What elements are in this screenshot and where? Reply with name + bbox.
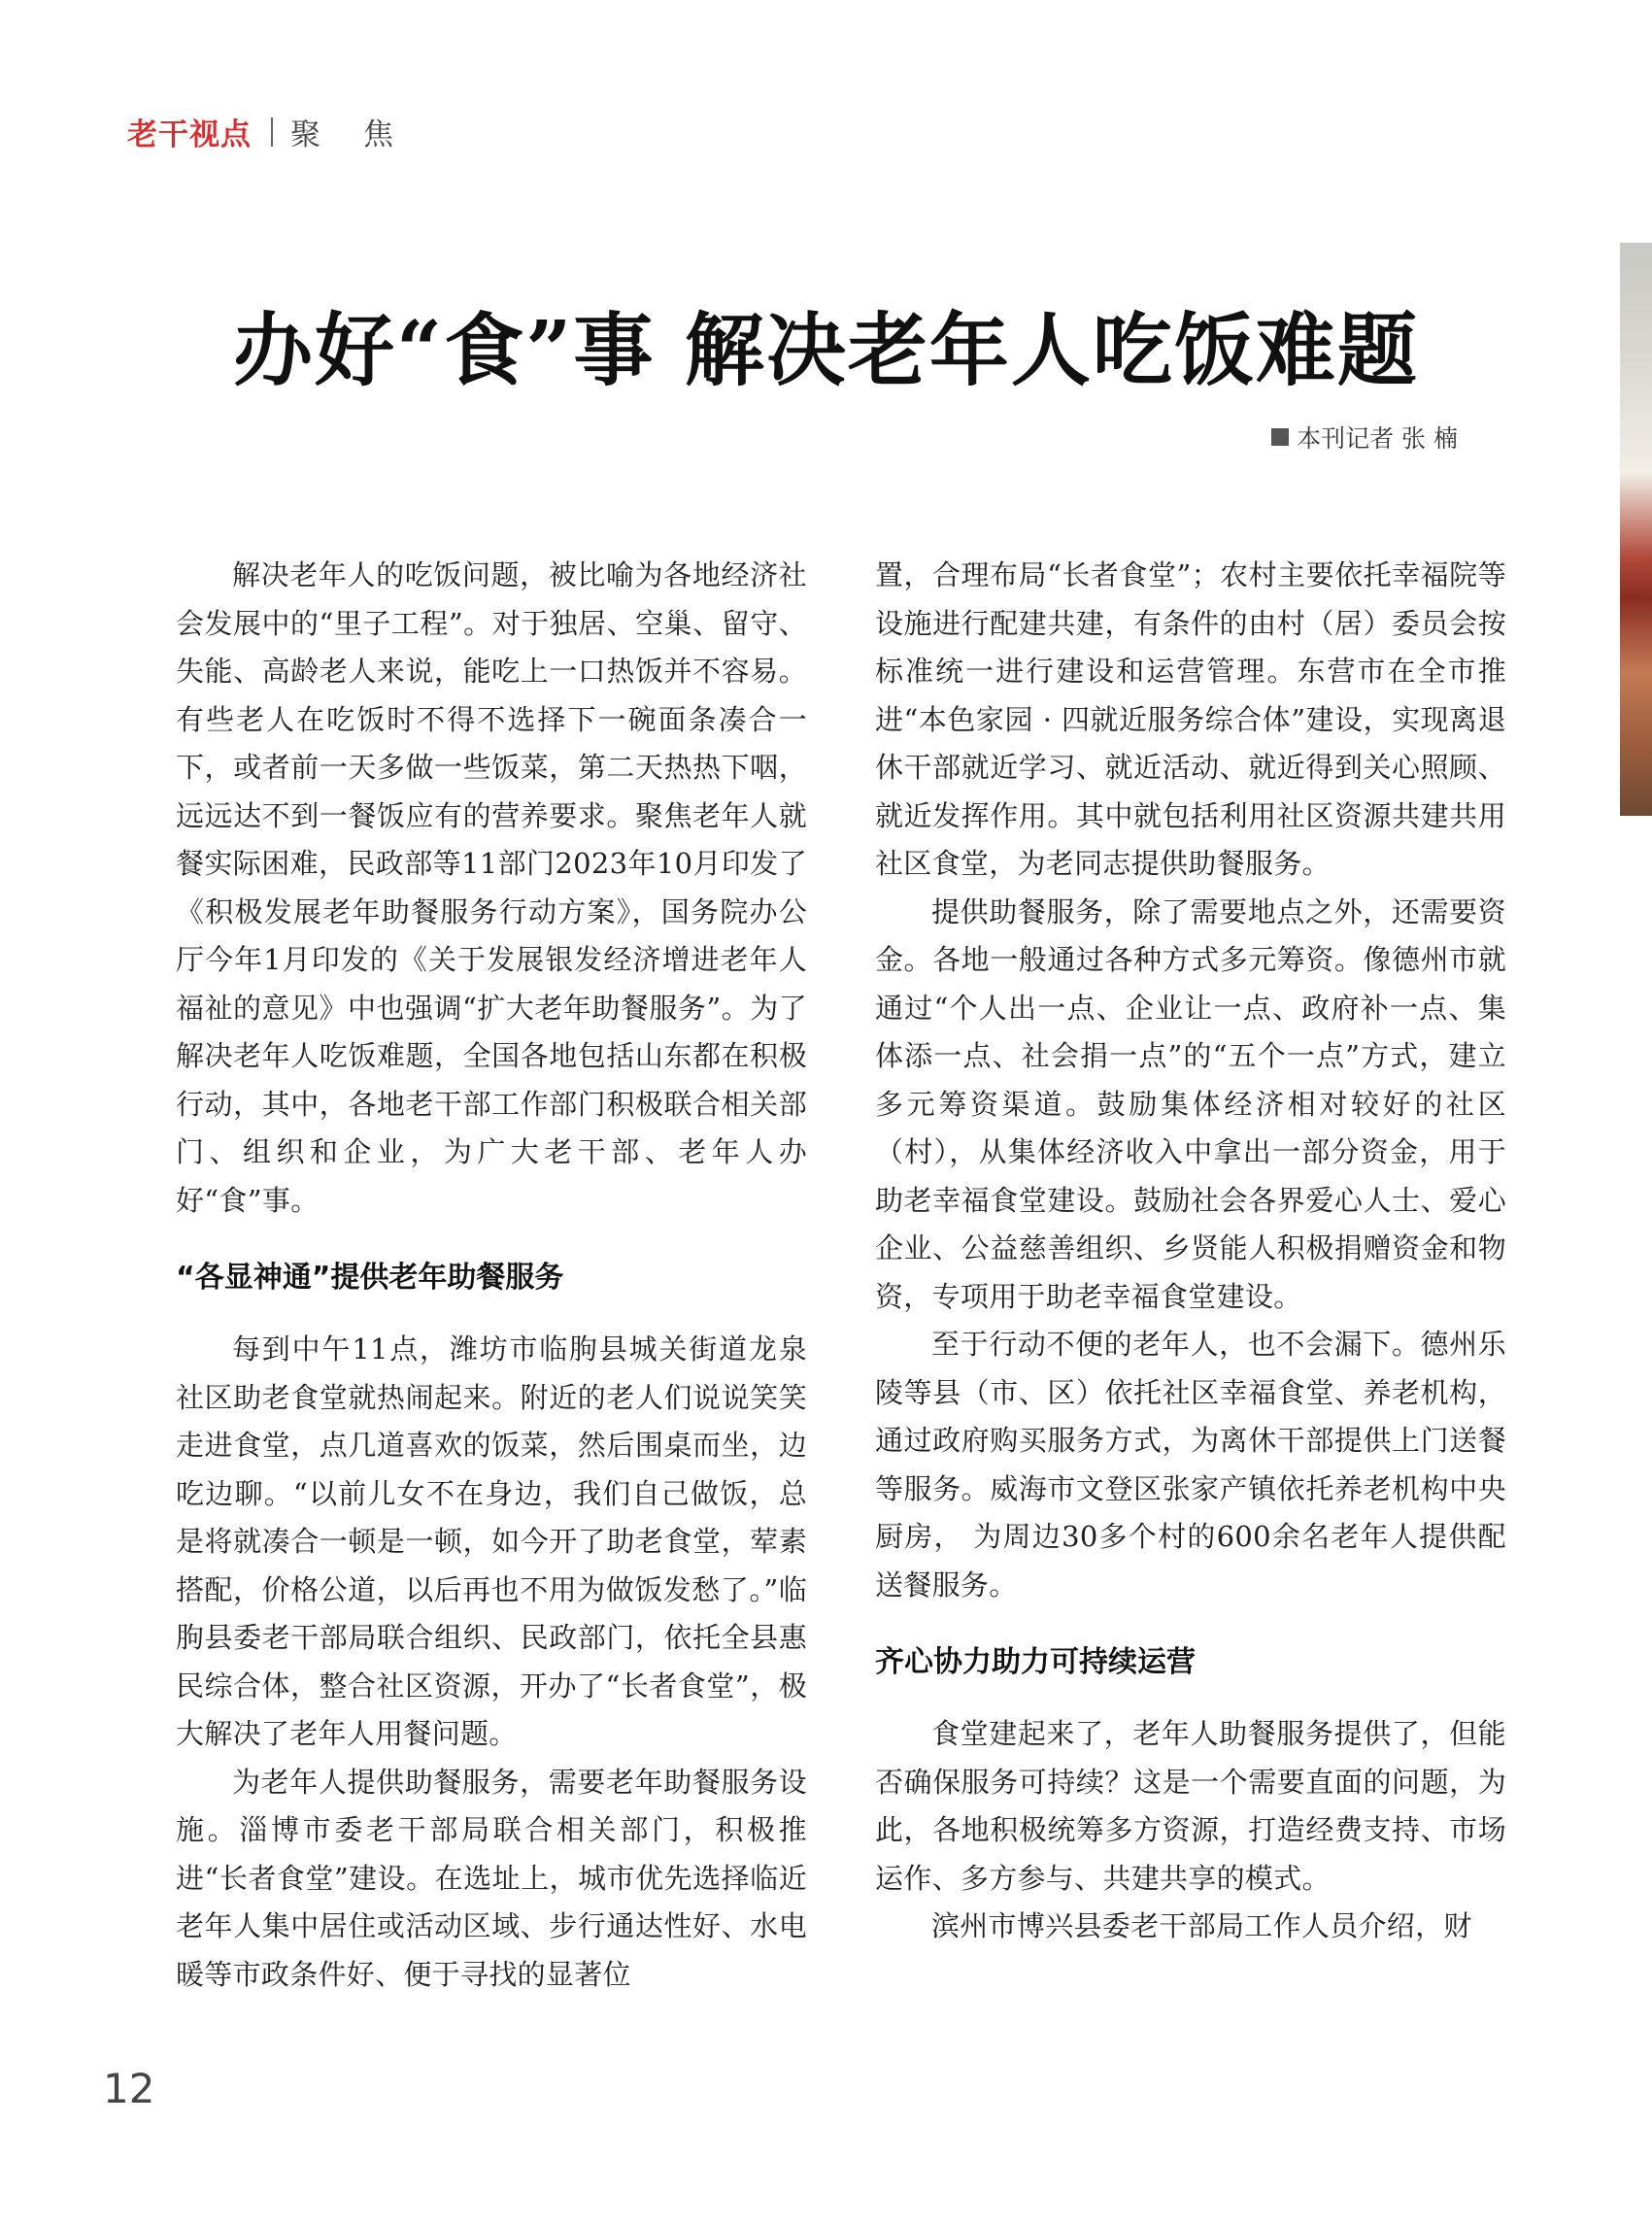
paragraph: 至于行动不便的老年人，也不会漏下。德州乐陵等县（市、区）依托社区幸福食堂、养老机构，通过政府购买服务方式，为离休干部提供上门送餐等服务。威海市文登区张家产镇依托养老机构中央厨房， 为周边30多个村的600余名老年人提供配送餐服务。 — [875, 1328, 1506, 1601]
section-heading: “各显神通”提供老年助餐服务 — [176, 1261, 564, 1295]
paragraph: 为老年人提供助餐服务，需要老年助餐服务设施。淄博市委老干部局联合相关部门，积极推进“长者食堂”建设。在选址上，城市优先选择临近老年人集中居住或活动区域、步行通达性好、水电暖等市政条件好、便于寻找的显著位 — [176, 1765, 807, 1991]
byline-text: 本刊记者 张 楠 — [1297, 424, 1458, 453]
paragraph: 解决老年人的吃饭问题，被比喻为各地经济社会发展中的“里子工程”。对于独居、空巢、留守、失能、高龄老人来说，能吃上一口热饭并不容易。有些老人在吃饭时不得不选择下一碗面条凑合一下，或者前一天多做一些饭菜，第二天热热下咽，远远达不到一餐饭应有的营养要求。聚焦老年人就餐实际困难，民政部等11部门2023年10月印发了《积极发展老年助餐服务行动方案》，国务院办公厅今年1月印发的《关于发展银发经济增进老年人福祉的意见》中也强调“扩大老年助餐服务”。为了解决老年人吃饭难题，全国各地包括山东都在积极行动，其中，各地老干部工作部门积极联合相关部门、组织和企业，为广大老干部、老年人办好“食”事。 — [176, 558, 807, 1217]
paragraph: 每到中午11点，潍坊市临朐县城关街道龙泉社区助老食堂就热闹起来。附近的老人们说说笑笑走进食堂，点几道喜欢的饭菜，然后围桌而坐，边吃边聊。“以前儿女不在身边，我们自己做饭，总是将就凑合一顿是一顿，如今开了助老食堂，荤素搭配，价格公道，以后再也不用为做饭发愁了。”临朐县委老干部局联合组织、民政部门，依托全县惠民综合体，整合社区资源，开办了“长者食堂”，极大解决了老年人用餐问题。 — [176, 1332, 807, 1750]
right-column — [875, 552, 1506, 1951]
section-heading: 齐心协力助力可持续运营 — [875, 1645, 1196, 1679]
page-header — [127, 110, 436, 153]
paragraph: 滨州市博兴县委老干部局工作人员介绍，财 — [931, 1909, 1472, 1942]
page-number: 12 — [103, 2065, 155, 2112]
paragraph: 食堂建起来了，老年人助餐服务提供了，但能否确保服务可持续？这是一个需要直面的问题，为此，各地积极统筹多方资源，打造经费支持、市场运作、多方参与、共建共享的模式。 — [875, 1717, 1506, 1895]
paragraph: 置，合理布局“长者食堂”；农村主要依托幸福院等设施进行配建共建，有条件的由村（居）委员会按标准统一进行建设和运营管理。东营市在全市推进“本色家园 · 四就近服务综合体”建设，实现离退休干部就近学习、就近活动、就近得到关心照顾、就近发挥作用。其中就包括利用社区资源共建共用社区食堂，为老同志提供助餐服务。 — [875, 558, 1506, 880]
section-label: 老干视点 — [127, 118, 252, 152]
byline-square-icon — [1271, 428, 1289, 446]
header-divider — [271, 118, 273, 147]
byline — [1271, 420, 1458, 455]
left-column — [176, 552, 807, 1999]
paragraph: 提供助餐服务，除了需要地点之外，还需要资金。各地一般通过各种方式多元筹资。像德州市就通过“个人出一点、企业让一点、政府补一点、集体添一点、社会捐一点”的“五个一点”方式，建立多元筹资渠道。鼓励集体经济相对较好的社区（村），从集体经济收入中拿出一部分资金，用于助老幸福食堂建设。鼓励社会各界爱心人士、爱心企业、公益慈善组织、乡贤能人积极捐赠资金和物资，专项用于助老幸福食堂建设。 — [875, 894, 1506, 1313]
article-title: 办好“食”事 解决老年人吃饭难题 — [233, 304, 1419, 397]
subsection-label: 聚焦 — [290, 118, 436, 152]
